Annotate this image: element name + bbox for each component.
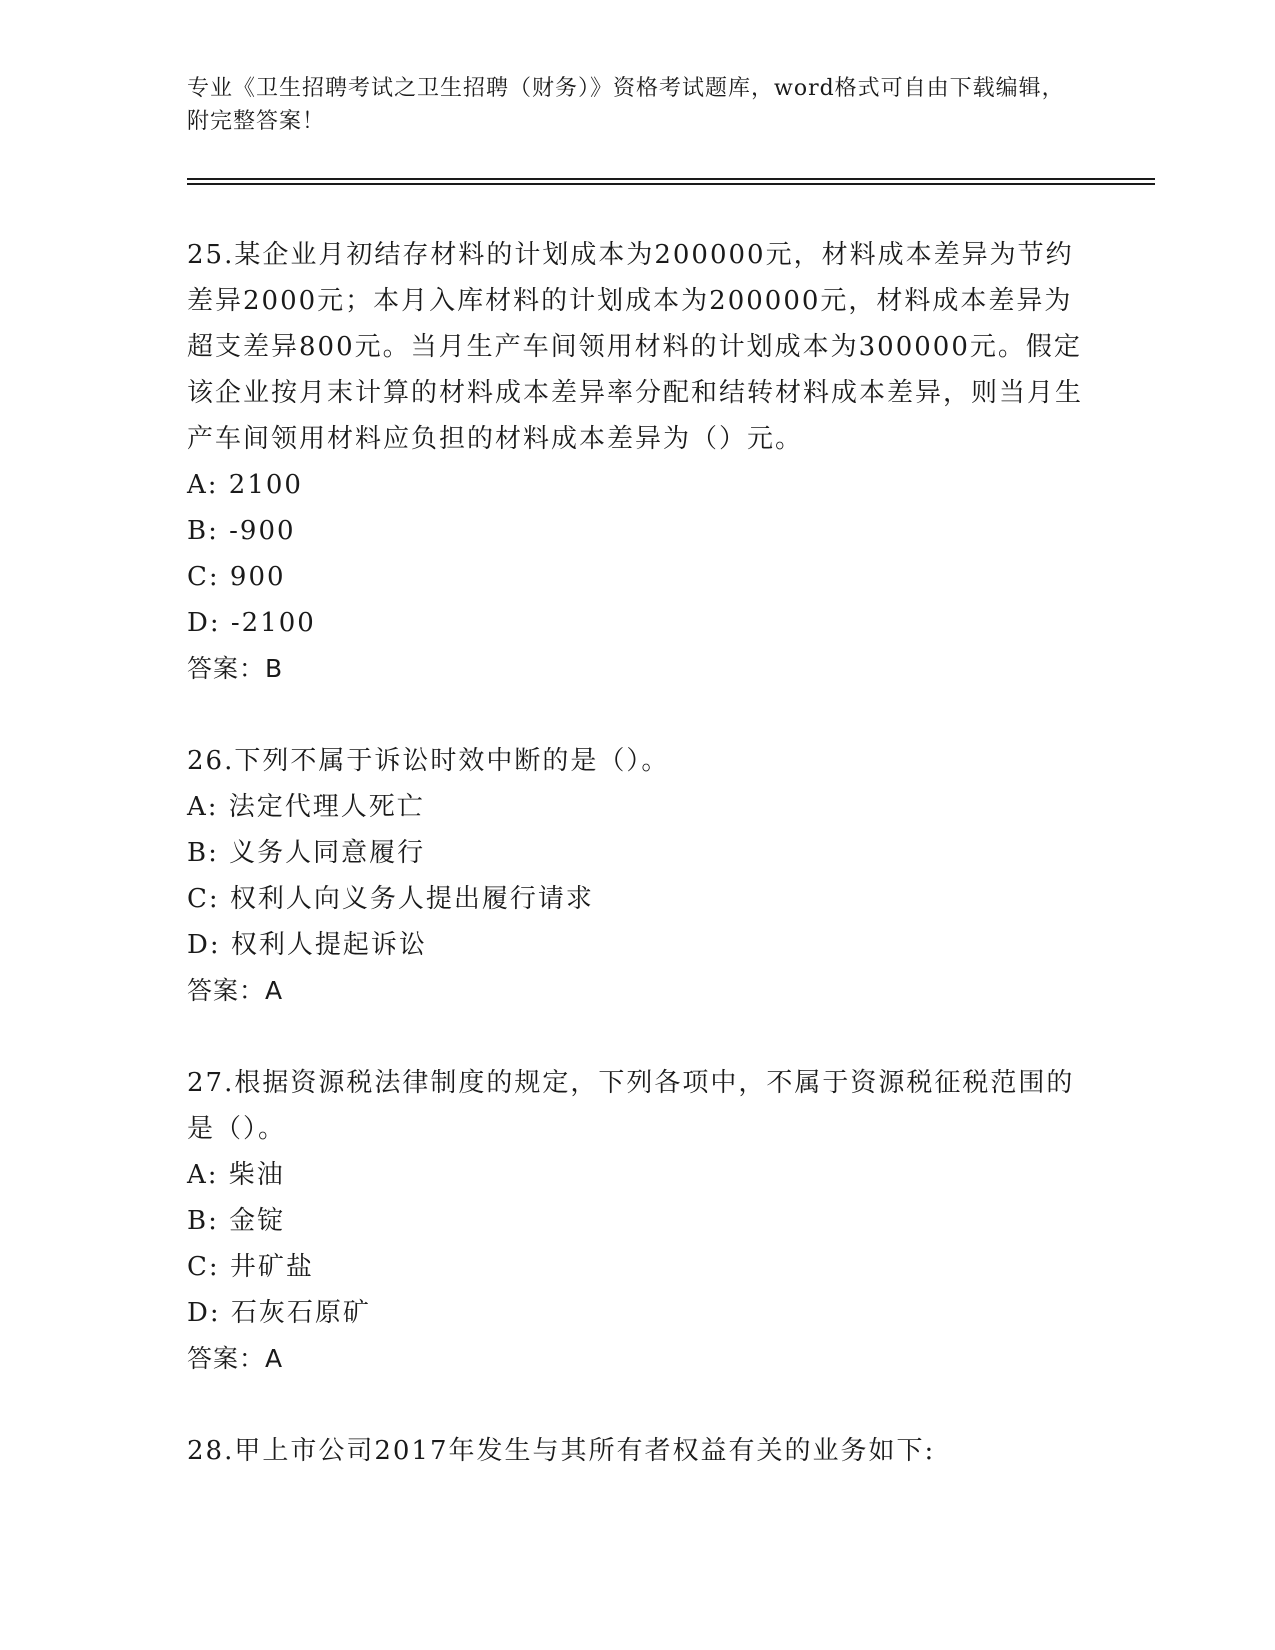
option-c: C: 权利人向义务人提出履行请求	[187, 884, 594, 914]
option-c: C: 井矿盐	[187, 1252, 314, 1282]
option-d: D: 石灰石原矿	[187, 1298, 371, 1328]
option-b: B: 金锭	[187, 1206, 286, 1236]
option-b: B: -900	[187, 516, 296, 546]
option-a: A: 法定代理人死亡	[187, 792, 425, 822]
option-a: A: 2100	[187, 470, 303, 500]
question-25	[187, 232, 1087, 692]
option-d: D: 权利人提起诉讼	[187, 930, 427, 960]
header-rule-bottom	[187, 183, 1155, 185]
question-text: 27.根据资源税法律制度的规定，下列各项中，不属于资源税征税范围的是（）。	[187, 1068, 1075, 1144]
answer-label: 答案：A	[187, 1344, 284, 1373]
header-text: 专业《卫生招聘考试之卫生招聘（财务）》资格考试题库，word格式可自由下载编辑，附完整答案！	[187, 76, 1065, 134]
answer-label: 答案：B	[187, 654, 284, 683]
option-a: A: 柴油	[187, 1160, 285, 1190]
option-b: B: 义务人同意履行	[187, 838, 426, 868]
question-text: 28.甲上市公司2017年发生与其所有者权益有关的业务如下:	[187, 1436, 936, 1466]
question-list	[187, 232, 1087, 1520]
option-d: D: -2100	[187, 608, 316, 638]
document-header	[187, 72, 1067, 138]
header-rule-top	[187, 178, 1155, 180]
question-text: 25.某企业月初结存材料的计划成本为200000元，材料成本差异为节约差异2000元；本月入库材料的计划成本为200000元，材料成本差异为超支差异800元。当月生产车间领用材料的计划成本为300000元。假定该企业按月末计算的材料成本差异率分配和结转材料成本差异，则当月生产车间领用材料应负担的材料成本差异为（）元。	[187, 240, 1084, 454]
question-27	[187, 1060, 1087, 1382]
option-c: C: 900	[187, 562, 286, 592]
question-28	[187, 1428, 1087, 1474]
question-26	[187, 738, 1087, 1014]
question-text: 26.下列不属于诉讼时效中断的是（）。	[187, 746, 670, 776]
answer-label: 答案：A	[187, 976, 284, 1005]
